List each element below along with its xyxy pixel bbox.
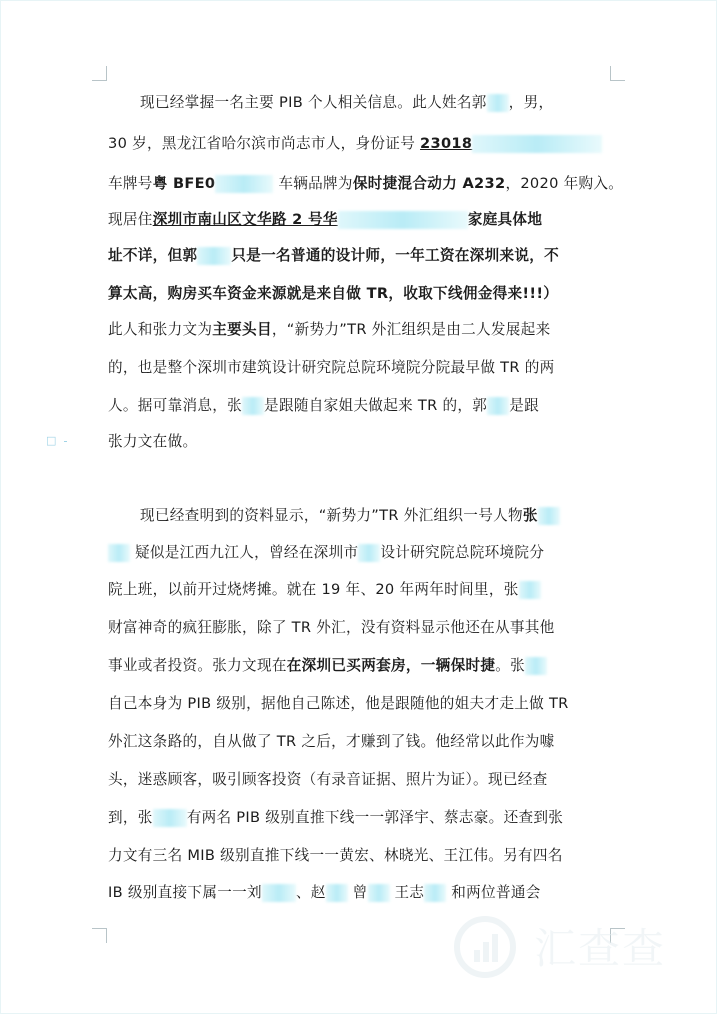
p2-line-3: 院上班，以前开过烧烤摊。就在 19 年、20 年两年时间里，张	[108, 580, 541, 600]
p1-line-7: 此人和张力文为主要头目，“新势力”TR 外汇组织是由二人发展起来	[108, 321, 551, 338]
p2-line-2: 疑似是江西九江人，曾经在深圳市 设计研究院总院环境院分	[108, 543, 544, 563]
p2-line-6: 自己本身为 PIB 级别，据他自己陈述，他是跟随他的姐夫才走上做 TR	[108, 695, 569, 712]
p1-line-1: 现已经掌握一名主要 PIB 个人相关信息。此人姓名郭 ，男，	[140, 94, 554, 111]
p1-line-2: 30 岁，黑龙江省哈尔滨市尚志市人，身份证号 23018	[108, 134, 602, 154]
p2-line-7: 外汇这条路的，自从做了 TR 之后，才赚到了钱。他经常以此作为噱	[108, 733, 555, 750]
p1-line-3: 车牌号粤 BFE0 车辆品牌为保时捷混合动力 A232，2020 年购入。	[108, 175, 624, 192]
chart-circle-icon	[450, 912, 520, 982]
p1-line-6: 算太高，购房买车资金来源就是来自做 TR，收取下线佣金得来!!!）	[108, 285, 559, 302]
p1-line-10: 张力文在做。	[108, 433, 198, 450]
paragraph-anchor-dot	[64, 441, 67, 442]
p2-line-4: 财富神奇的疯狂膨胀，除了 TR 外汇，没有资料显示他还在从事其他	[108, 619, 555, 636]
p2-line-8: 头，迷惑顾客，吸引顾客投资（有录音证据、照片为证）。现已经查	[108, 771, 548, 788]
p2-line-5: 事业或者投资。张力文现在在深圳已买两套房，一辆保时捷。张	[108, 656, 547, 676]
p2-line-1: 现已经查明到的资料显示，“新势力”TR 外汇组织一号人物张	[140, 506, 560, 526]
margin-corner-top-right	[610, 66, 625, 81]
p1-line-5: 址不详，但郭 只是一名普通的设计师，一年工资在深圳来说，不	[108, 247, 560, 264]
p2-line-10: 力文有三名 MIB 级别直推下线一一黄宏、林晓光、王江伟。另有四名	[108, 847, 563, 864]
watermark	[450, 912, 700, 986]
p1-line-9: 人。据可靠消息，张 是跟随自家姐夫做起来 TR 的，郭 是跟	[108, 397, 539, 414]
p1-line-8: 的，也是整个深圳市建筑设计研究院总院环境院分院最早做 TR 的两	[108, 359, 555, 376]
margin-corner-top-left	[92, 66, 107, 81]
margin-corner-bottom-left	[92, 928, 107, 943]
paragraph-anchor-icon: □	[46, 434, 57, 447]
p2-line-11: IB 级别直接下属一一刘 、赵 曾 王志 和两位普通会	[108, 884, 541, 901]
p2-line-9: 到，张 有两名 PIB 级别直推下线一一郭泽宇、蔡志豪。还查到张	[108, 809, 564, 826]
watermark-text: 汇查查	[534, 924, 667, 973]
p1-line-4: 现居住深圳市南山区文华路 2 号华 家庭具体地	[108, 211, 543, 228]
